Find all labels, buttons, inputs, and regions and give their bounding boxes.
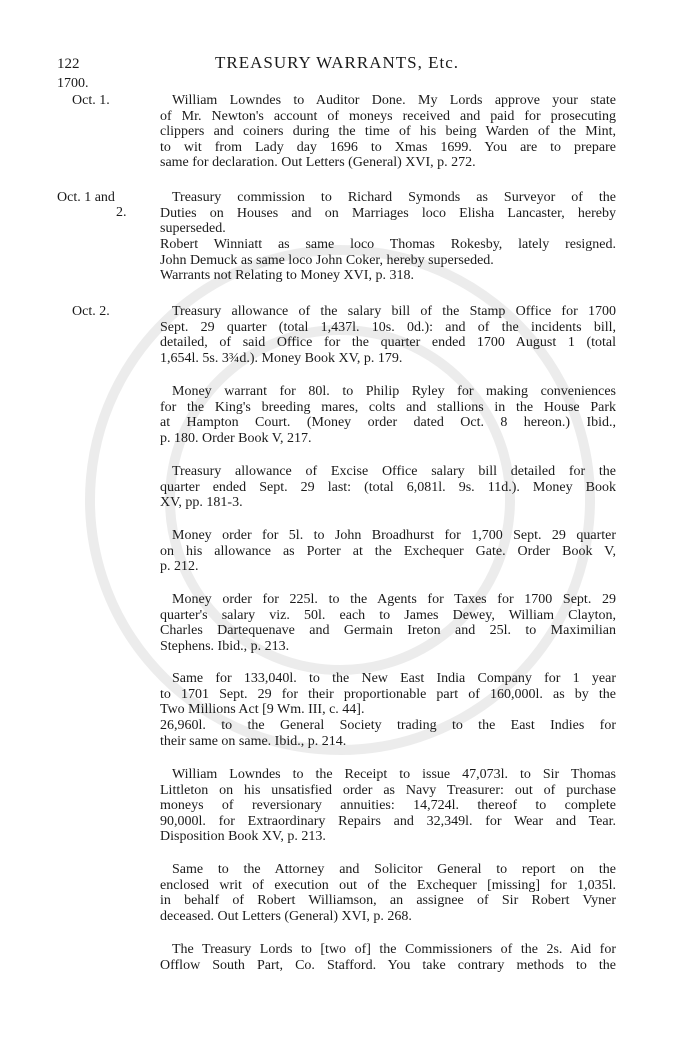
text-line: Offlow South Part, Co. Stafford. You take contrary methods to the [160, 957, 616, 973]
text-line: John Demuck as same loco John Coker, hereby superseded. [160, 252, 494, 268]
text-line: Money order for 225l. to the Agents for Taxes for 1700 Sept. 29 [172, 592, 616, 607]
entry-paragraph [160, 942, 616, 973]
entry-paragraph [160, 304, 616, 366]
text-line: quarter ended Sept. 29 last: (total 6,081l. 9s. 11d.). Money Book [160, 479, 616, 495]
text-line: Charles Dartequenave and Germain Ireton and 25l. to Maximilian [160, 623, 616, 639]
text-line: for the King's breeding mares, colts and stallions in the House Park [160, 399, 616, 415]
text-line: William Lowndes to Auditor Done. My Lords approve your state [172, 93, 616, 108]
entry-paragraph [160, 592, 616, 654]
text-line: moneys of reversionary annuities: 14,724l. thereof to complete [160, 798, 616, 814]
text-line: in behalf of Robert Williamson, an assignee of Sir Robert Vyner [160, 893, 616, 909]
text-line: of Mr. Newton's account of moneys received and paid for prosecuting [160, 108, 616, 124]
text-line: Warrants not Relating to Money XVI, p. 318. [160, 268, 414, 284]
text-line: Money order for 5l. to John Broadhurst for 1,700 Sept. 29 quarter [172, 528, 616, 543]
entry-paragraph [160, 93, 616, 171]
text-line: detailed, of said Office for the quarter ended 1700 August 1 (total [160, 335, 616, 351]
text-line: enclosed writ of execution out of the Exchequer [missing] for 1,035l. [160, 877, 616, 893]
text-line: to 1701 Sept. 29 for their proportionable part of 160,000l. as by the [160, 686, 616, 702]
entry-date: Oct. 1 and [57, 190, 115, 205]
entry-paragraph [160, 528, 616, 575]
text-line: Money warrant for 80l. to Philip Ryley for making conveniences [172, 384, 616, 399]
text-line: clippers and coiners during the time of his being Warden of the Mint, [160, 124, 616, 140]
text-line: Stephens. Ibid., p. 213. [160, 638, 290, 654]
text-line: 26,960l. to the General Society trading to the East Indies for [160, 718, 616, 733]
entry-date-continued: 2. [116, 205, 127, 220]
text-line: Same to the Attorney and Solicitor General to report on the [172, 862, 616, 877]
text-line: to wit from Lady day 1696 to Xmas 1699. You are to prepare [160, 139, 616, 155]
entry-paragraph [160, 190, 616, 237]
text-line: Same for 133,040l. to the New East India Company for 1 year [172, 671, 616, 686]
text-line: XV, pp. 181-3. [160, 495, 243, 511]
text-line: Littleton on his unsatisfied order as Navy Treasurer: out of purchase [160, 782, 616, 798]
entry-paragraph [160, 384, 616, 446]
text-line: superseded. [160, 221, 226, 237]
text-line: Treasury commission to Richard Symonds as Surveyor of the [172, 190, 616, 205]
text-line: Two Millions Act [9 Wm. III, c. 44]. [160, 702, 365, 718]
year-label: 1700. [57, 76, 89, 91]
entry-date: Oct. 1. [72, 93, 110, 108]
running-title: TREASURY WARRANTS, Etc. [214, 53, 460, 72]
text-line: same for declaration. Out Letters (General) XVI, p. 272. [160, 155, 476, 171]
text-line: The Treasury Lords to [two of] the Commissioners of the 2s. Aid for [172, 942, 616, 957]
text-line: quarter's salary viz. 50l. each to James Dewey, William Clayton, [160, 607, 616, 623]
text-line: Duties on Houses and on Marriages loco Elisha Lancaster, hereby [160, 205, 616, 221]
text-line: deceased. Out Letters (General) XVI, p. 268. [160, 908, 412, 924]
text-line: Sept. 29 quarter (total 1,437l. 10s. 0d.): and of the incidents bill, [160, 319, 616, 335]
text-line: p. 180. Order Book V, 217. [160, 430, 312, 446]
text-line: 90,000l. for Extraordinary Repairs and 32,349l. for Wear and Tear. [160, 813, 616, 829]
entry-date: Oct. 2. [72, 304, 110, 319]
text-line: on his allowance as Porter at the Exchequer Gate. Order Book V, [160, 543, 616, 559]
text-line: Robert Winniatt as same loco Thomas Rokesby, lately resigned. [160, 237, 616, 252]
entry-paragraph [160, 767, 616, 845]
text-line: Treasury allowance of the salary bill of the Stamp Office for 1700 [172, 304, 616, 319]
entry-paragraph [160, 671, 616, 718]
text-line: Disposition Book XV, p. 213. [160, 829, 326, 845]
entry-paragraph [160, 718, 616, 749]
text-line: 1,654l. 5s. 3¾d.). Money Book XV, p. 179. [160, 350, 403, 366]
entry-paragraph [160, 862, 616, 924]
entry-paragraph [160, 464, 616, 511]
text-line: Treasury allowance of Excise Office salary bill detailed for the [172, 464, 616, 479]
entry-paragraph [160, 237, 616, 284]
text-line: William Lowndes to the Receipt to issue 47,073l. to Sir Thomas [172, 767, 616, 782]
text-line: at Hampton Court. (Money order dated Oct. 8 hereon.) Ibid., [160, 415, 616, 431]
text-line: their same on same. Ibid., p. 214. [160, 733, 347, 749]
text-line: p. 212. [160, 559, 199, 575]
page-header [0, 53, 674, 75]
page-number: 122 [57, 56, 80, 72]
